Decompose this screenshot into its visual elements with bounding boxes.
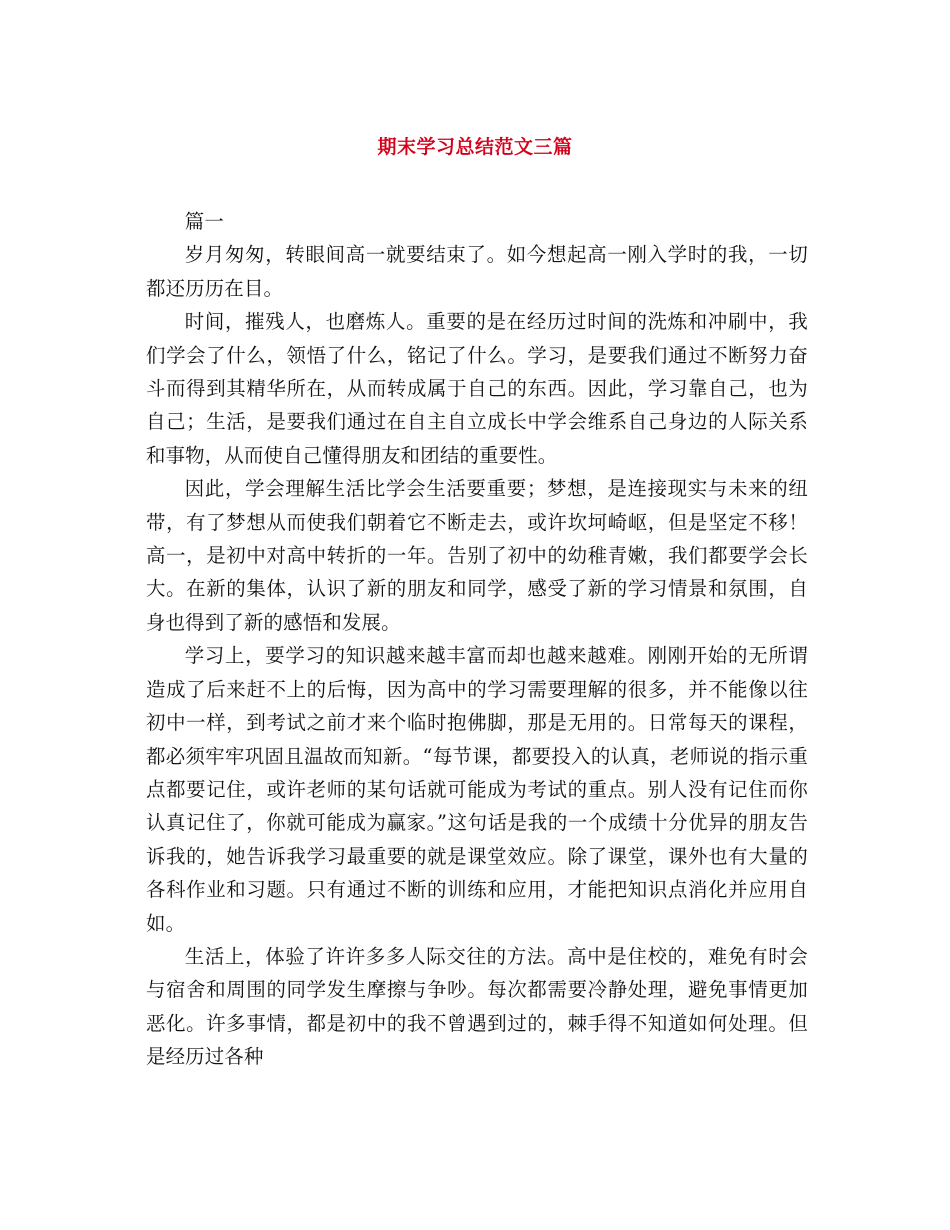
paragraph: 学习上，要学习的知识越来越丰富而却也越来越难。刚刚开始的无所谓造成了后来赶不上的后悔，因为高中的学习需要理解的很多，并不能像以往初中一样，到考试之前才来个临时抱佛脚，那是无用的。日常每天的课程，都必须牢牢巩固且温故而知新。“每节课，都要投入的认真，老师说的指示重点都要记住，或许老师的某句话就可能成为考试的重点。别人没有记住而你认真记住了，你就可能成为赢家。”这句话是我的一个成绩十分优异的朋友告诉我的，她告诉我学习最重要的就是课堂效应。除了课堂，课外也有大量的各科作业和习题。只有通过不断的训练和应用，才能把知识点消化并应用自如。 — [146, 644, 808, 935]
paragraph: 时间，摧残人，也磨炼人。重要的是在经历过时间的洗炼和冲刷中，我们学会了什么，领悟了什么，铭记了什么。学习，是要我们通过不断努力奋斗而得到其精华所在，从而转成属于自己的东西。因此，学习靠自己，也为自己；生活，是要我们通过在自主自立成长中学会维系自己身边的人际关系和事物，从而使自己懂得朋友和团结的重要性。 — [146, 310, 808, 467]
section-heading: 篇一 — [184, 210, 224, 233]
paragraph: 岁月匆匆，转眼间高一就要结束了。如今想起高一刚入学时的我，一切都还历历在目。 — [146, 243, 808, 300]
paragraph: 因此，学会理解生活比学会生活要重要；梦想，是连接现实与未来的纽带，有了梦想从而使我们朝着它不断走去，或许坎坷崎岖，但是坚定不移！高一，是初中对高中转折的一年。告别了初中的幼稚青嫩，我们都要学会长大。在新的集体，认识了新的朋友和同学，感受了新的学习情景和氛围，自身也得到了新的感悟和发展。 — [146, 477, 808, 634]
document-title: 期末学习总结范文三篇 — [377, 136, 573, 158]
document-body — [146, 205, 808, 1074]
paragraph: 生活上，体验了许许多多人际交往的方法。高中是住校的，难免有时会与宿舍和周围的同学发生摩擦与争吵。每次都需要冷静处理，避免事情更加恶化。许多事情，都是初中的我不曾遇到过的，棘手得不知道如何处理。但是经历过各种 — [146, 944, 808, 1069]
